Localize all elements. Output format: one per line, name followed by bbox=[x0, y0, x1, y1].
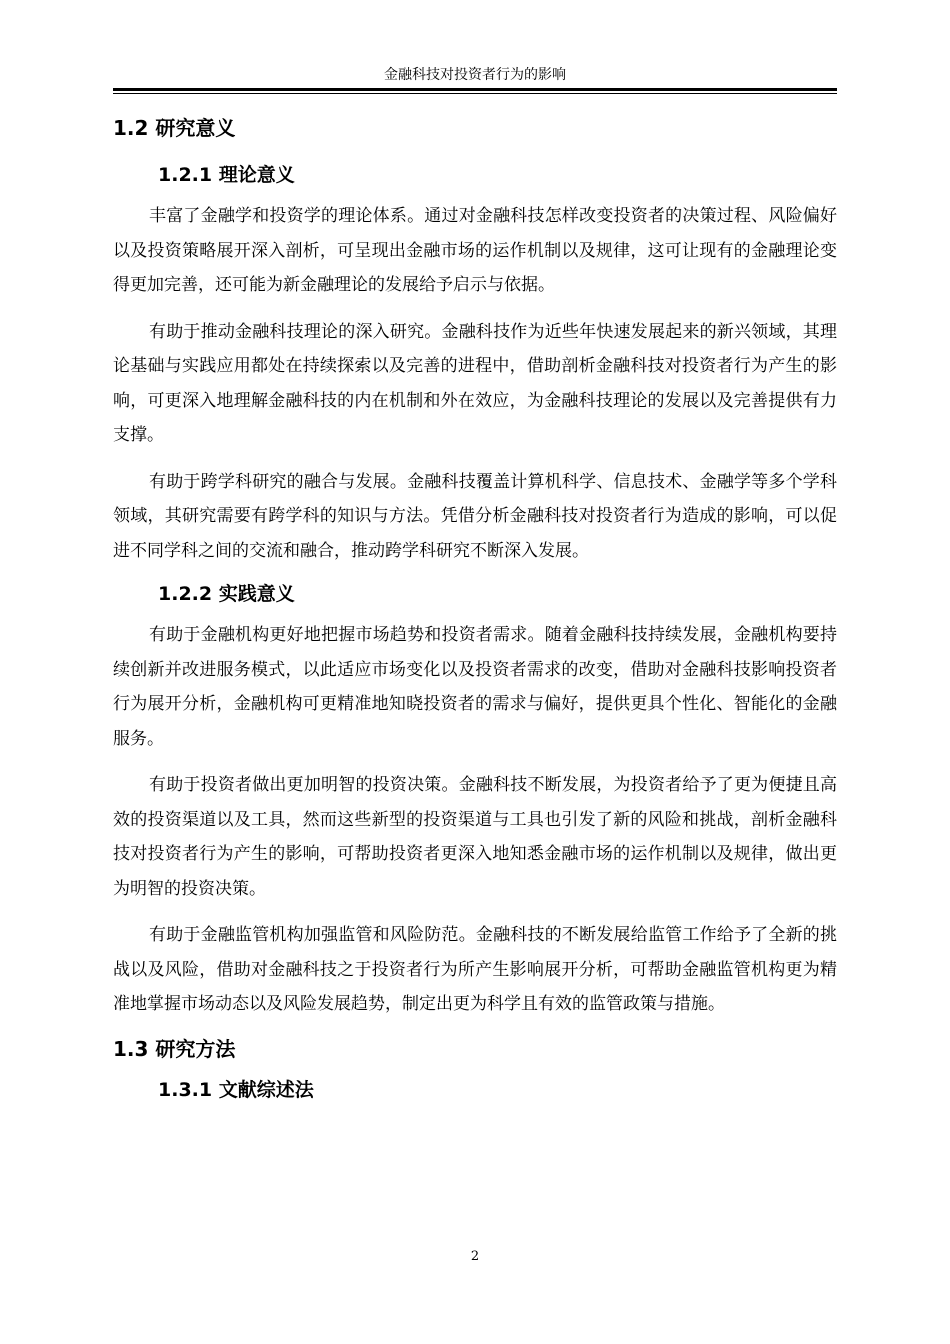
paragraph: 有助于金融监管机构加强监管和风险防范。金融科技的不断发展给监管工作给予了全新的挑战以及风险，借助对金融科技之于投资者行为所产生影响展开分析，可帮助金融监管机构更为精准地掌握市场动态以及风险发展趋势，制定出更为科学且有效的监管政策与措施。 bbox=[113, 925, 837, 1014]
paragraph: 有助于金融机构更好地把握市场趋势和投资者需求。随着金融科技持续发展，金融机构要持续创新并改进服务模式，以此适应市场变化以及投资者需求的改变，借助对金融科技影响投资者行为展开分析，金融机构可更精准地知晓投资者的需求与偏好，提供更具个性化、智能化的金融服务。 bbox=[113, 625, 837, 749]
section-heading-1-2: 1.2 研究意义 bbox=[113, 116, 236, 140]
subsection-heading-1-2-1: 1.2.1 理论意义 bbox=[158, 164, 295, 186]
paragraph: 丰富了金融学和投资学的理论体系。通过对金融科技怎样改变投资者的决策过程、风险偏好以及投资策略展开深入剖析，可呈现出金融市场的运作机制以及规律，这可让现有的金融理论变得更加完善，还可能为新金融理论的发展给予启示与依据。 bbox=[113, 206, 837, 295]
paragraph: 有助于推动金融科技理论的深入研究。金融科技作为近些年快速发展起来的新兴领域，其理论基础与实践应用都处在持续探索以及完善的进程中，借助剖析金融科技对投资者行为产生的影响，可更深入地理解金融科技的内在机制和外在效应，为金融科技理论的发展以及完善提供有力支撑。 bbox=[113, 321, 837, 445]
paragraph: 有助于投资者做出更加明智的投资决策。金融科技不断发展，为投资者给予了更为便捷且高效的投资渠道以及工具，然而这些新型的投资渠道与工具也引发了新的风险和挑战，剖析金融科技对投资者行为产生的影响，可帮助投资者更深入地知悉金融市场的运作机制以及规律，做出更为明智的投资决策。 bbox=[113, 775, 837, 899]
section-heading-1-3: 1.3 研究方法 bbox=[113, 1036, 236, 1061]
paragraph: 有助于跨学科研究的融合与发展。金融科技覆盖计算机科学、信息技术、金融学等多个学科领域，其研究需要有跨学科的知识与方法。凭借分析金融科技对投资者行为造成的影响，可以促进不同学科之间的交流和融合，推动跨学科研究不断深入发展。 bbox=[113, 471, 837, 561]
page-number: 2 bbox=[470, 1249, 480, 1264]
header-rule bbox=[113, 88, 837, 91]
header-rule-thin bbox=[113, 93, 837, 94]
page-body bbox=[113, 113, 837, 1104]
subsection-heading-1-2-2: 1.2.2 实践意义 bbox=[158, 583, 295, 605]
running-header: 金融科技对投资者行为的影响 bbox=[384, 67, 566, 83]
subsection-heading-1-3-1: 1.3.1 文献综述法 bbox=[158, 1078, 314, 1101]
